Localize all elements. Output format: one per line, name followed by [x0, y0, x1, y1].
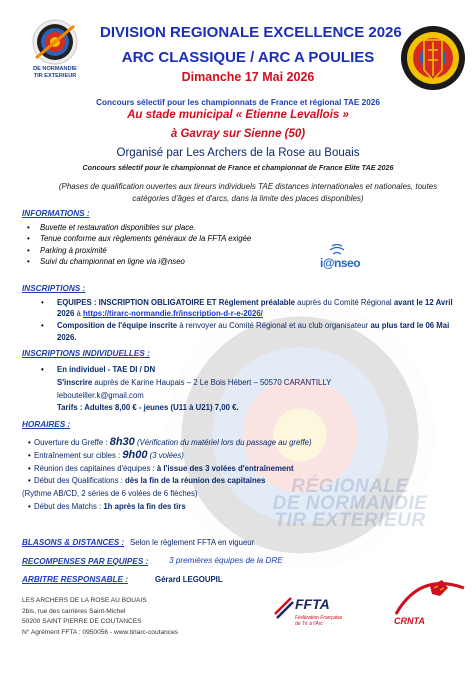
equipes-bold: EQUIPES : INSCRIPTION OBLIGATOIRE ET Règlement préalable [57, 298, 295, 307]
equipes-item [57, 297, 457, 319]
address-line: 2bis, rue des carrières Saint-Michel [22, 607, 126, 615]
ffta-sub-line: de Tir à l'Arc [295, 621, 323, 627]
address-line: LES ARCHERS DE LA ROSE AU BOUAIS [22, 597, 147, 604]
entrainement-note: (3 volées) [147, 450, 184, 460]
qualif-line [28, 475, 408, 486]
equipes-a: à [74, 309, 84, 319]
league-logo [8, 18, 102, 96]
address-line: N° Agrément FFTA : 0950056 - www.tirlarc-coutances [22, 629, 179, 637]
matchs-line [28, 501, 408, 512]
reunion-line [28, 463, 408, 474]
arbitre-heading: ARBITRE RESPONSABLE : [22, 575, 128, 584]
reunion-value: à l'issue des 3 volées d'entraînement [156, 463, 294, 473]
recompenses-heading: RECOMPENSES PAR EQUIPES : [22, 557, 149, 566]
blasons-value: Selon le règlement FFTA en vigueur [130, 538, 255, 547]
crnta-logo [390, 578, 470, 634]
list-item: • Parking à proximité [40, 245, 251, 256]
tarifs-line: Tarifs : Adultes 8,00 € - jeunes (U11 à U21) 7,00 €. [57, 403, 239, 413]
greffe-line [28, 437, 408, 448]
qualif-value: dès la fin de la réunion des capitaines [125, 476, 266, 486]
email-link[interactable]: lebouteiller.k@gmail.com [57, 390, 144, 400]
organizer-line: Organisé par Les Archers de la Rose au Bouais [116, 147, 360, 159]
location-line: à Gavray sur Sienne (50) [170, 128, 306, 140]
compo-deadline: au plus tard le 06 Mai 2026. [57, 321, 450, 342]
selective-line: Concours sélectif pour le championnat de France et championnat de France Elite TAE 2026 [82, 163, 394, 172]
greffe-label: Ouverture du Greffe : [34, 438, 110, 447]
phases-note: (Phases de qualification ouvertes aux tireurs individuels TAE distances internationales et nationales, toutes catégories d'âges et d'arcs, dans la limite des places disponibles) [58, 182, 438, 203]
compo-text: à renvoyer au Comité Régional et au club organisateur [177, 321, 371, 331]
club-shield-icon [398, 18, 468, 98]
club-address [22, 596, 178, 639]
entrainement-line [28, 450, 408, 461]
individual-heading: INSCRIPTIONS INDIVIDUELLES : [22, 349, 150, 358]
horaires-heading: HORAIRES : [22, 420, 71, 429]
ianseo-label: i@nseo [320, 256, 361, 270]
individual-block [57, 364, 437, 415]
inscriptions-heading: INSCRIPTIONS : [22, 284, 86, 293]
greffe-time: 8h30 [109, 436, 135, 448]
ianseo-logo [318, 242, 376, 272]
ffta-sub-line: Fédération Française [295, 615, 343, 621]
informations-heading: INFORMATIONS : [22, 209, 90, 218]
equipes-deadline: avant le 12 Avril 2026 [57, 298, 453, 319]
logo-text-line: DE NORMANDIE [33, 66, 77, 72]
ffta-arrow-icon [273, 594, 295, 620]
register-bold: S'inscrire [57, 377, 93, 387]
reunion-label: Réunion des capitaines d'équipes : [34, 463, 157, 473]
page-subtitle: ARC CLASSIQUE / ARC A POULIES [121, 49, 375, 66]
watermark-line: RÉGIONALE [291, 476, 409, 497]
individual-line: • En individuel - TAE DI / DN [57, 364, 437, 375]
concours-line: Concours sélectif pour les championnats de France et régional TAE 2026 [96, 98, 380, 107]
signal-wave-icon [318, 242, 348, 256]
register-text: auprès de Karine Haupais – 2 Le Bois Hébert – 50570 CARANTILLY [92, 377, 332, 387]
watermark-line: DE NORMANDIE [272, 493, 428, 514]
entrainement-time: 9h00 [122, 448, 148, 461]
ffta-logo [273, 594, 363, 634]
compo-bold: Composition de l'équipe inscrite [57, 321, 178, 331]
matchs-label: Début des Matchs : [34, 501, 104, 511]
greffe-note: (Vérification du matériel lors du passage au greffe) [134, 438, 312, 447]
list-item: • Tenue conforme aux règlements généraux de la FFTA exigée [40, 233, 251, 244]
horaires-block [22, 436, 408, 514]
logo-text-line: TIR EXTERIEUR [33, 72, 77, 79]
entrainement-label: Entraînement sur cibles : [34, 450, 123, 460]
registration-line [57, 377, 437, 388]
ffta-word: FFTA [295, 596, 330, 612]
address-line: 50200 SAINT PIERRE DE COUTANCES [22, 618, 142, 626]
venue-line: Au stade municipal « Etienne Levallois » [127, 109, 349, 121]
inscriptions-block [57, 297, 457, 344]
composition-item [57, 320, 457, 342]
page-title: DIVISION REGIONALE EXCELLENCE 2026 [100, 24, 402, 41]
crnta-emblem-icon [390, 578, 470, 618]
target-logo-icon [28, 18, 82, 66]
rythme-line: (Rythme AB/CD, 2 séries de 6 volées de 6 flèches) [22, 489, 198, 499]
watermark-line: TIR EXTERIEUR [274, 510, 426, 531]
recompenses-value: 3 premières équipes de la DRE [169, 556, 283, 565]
qualif-label: Début des Qualifications : [34, 476, 126, 486]
equipes-text: auprès du Comité Régional [295, 298, 394, 307]
blasons-heading: BLASONS & DISTANCES : [22, 538, 125, 547]
list-item: • Buvette et restauration disponibles sur place. [40, 222, 251, 233]
informations-list [40, 222, 251, 267]
inscription-link[interactable]: https://tirarc-normandie.fr/inscription-d-r-e-2026/ [83, 309, 263, 319]
crnta-word: CRNTA [394, 616, 425, 626]
list-item: • Suivi du championnat en ligne via i@nseo [40, 256, 251, 267]
event-date: Dimanche 17 Mai 2026 [181, 70, 315, 84]
club-logo [398, 18, 468, 98]
arbitre-value: Gérard LEGOUPIL [155, 575, 223, 584]
matchs-value: 1h après la fin des tirs [103, 501, 186, 511]
